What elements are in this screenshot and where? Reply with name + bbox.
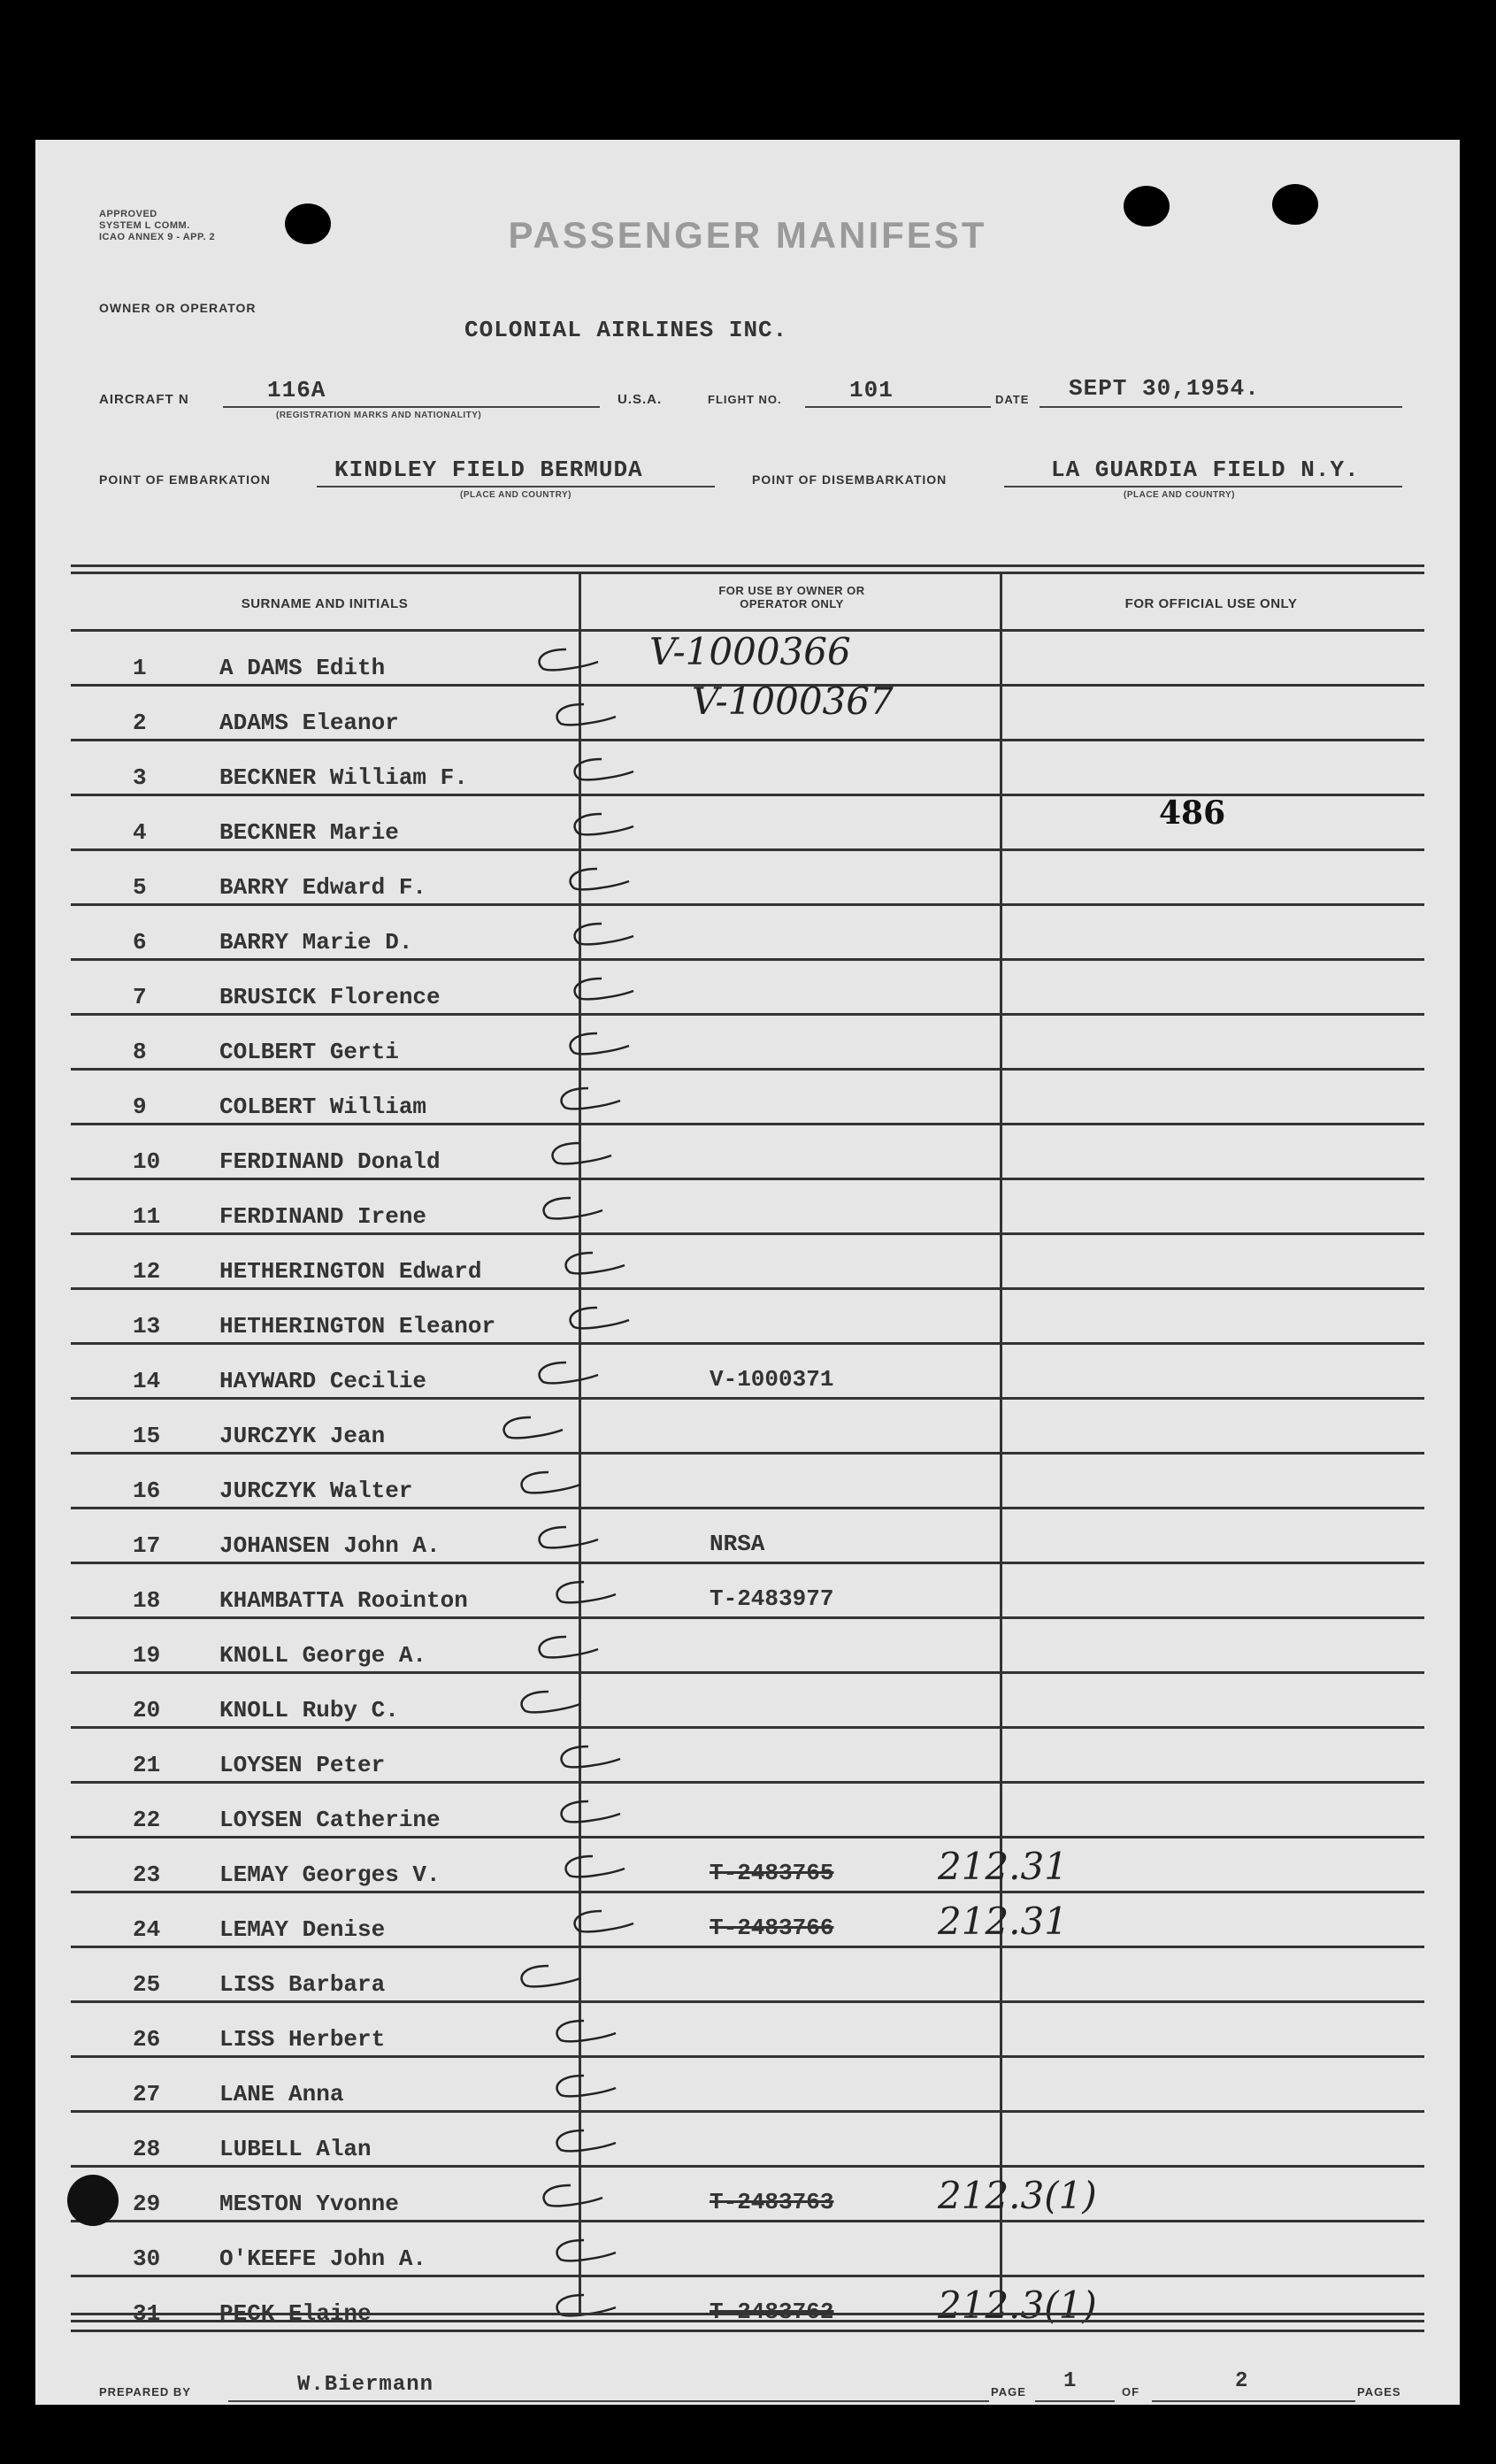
handwritten-ticket-1: V-1000366 <box>649 630 851 673</box>
column-header-official: FOR OFFICIAL USE ONLY <box>1124 596 1298 611</box>
passenger-name: JOHANSEN John A. <box>219 1532 441 1559</box>
passenger-name: JURCZYK Walter <box>219 1478 413 1504</box>
passenger-name: FERDINAND Irene <box>219 1203 427 1230</box>
checkmark-icon <box>544 1140 613 1168</box>
passenger-name: BECKNER Marie <box>219 819 399 846</box>
passenger-name: JURCZYK Jean <box>219 1423 386 1449</box>
table-row <box>71 1838 1424 1893</box>
passenger-name: KNOLL Ruby C. <box>219 1697 399 1723</box>
table-row <box>71 1729 1424 1784</box>
checkmark-icon <box>549 2072 618 2100</box>
passenger-name: O'KEEFE John A. <box>219 2245 427 2272</box>
table-row <box>71 1784 1424 1838</box>
table-row <box>71 1455 1424 1509</box>
row-number: 20 <box>133 1697 161 1723</box>
prepared-value: W.Biermann <box>297 2373 434 2397</box>
prepared-label: PREPARED BY <box>99 2385 191 2399</box>
row-number: 11 <box>133 1203 161 1230</box>
row-number: 8 <box>133 1039 147 1065</box>
row-number: 31 <box>133 2300 161 2327</box>
owner-reference: T-2483766 <box>710 1915 834 1941</box>
date-label: DATE <box>995 393 1030 406</box>
row-number: 28 <box>133 2136 161 2162</box>
passenger-name: COLBERT William <box>219 1094 427 1120</box>
table-row <box>71 1290 1424 1345</box>
table-row <box>71 1345 1424 1400</box>
checkmark-icon <box>549 2291 618 2320</box>
approval-line: SYSTEM L COMM. <box>99 220 190 231</box>
table-row <box>71 851 1424 906</box>
passenger-name: KHAMBATTA Roointon <box>219 1587 468 1614</box>
passenger-name: BARRY Marie D. <box>219 929 413 956</box>
aircraft-sublabel: (REGISTRATION MARKS AND NATIONALITY) <box>276 411 482 420</box>
passenger-name: HETHERINGTON Edward <box>219 1258 482 1285</box>
flight-value: 101 <box>849 377 894 403</box>
checkmark-icon <box>549 2127 618 2155</box>
checkmark-icon <box>513 1469 582 1497</box>
row-number: 7 <box>133 984 147 1010</box>
row-number: 29 <box>133 2191 161 2217</box>
owner-reference: T-2483765 <box>710 1860 834 1886</box>
disembarkation-label: POINT OF DISEMBARKATION <box>752 472 947 487</box>
checkmark-icon <box>549 1578 618 1607</box>
row-number: 4 <box>133 819 147 846</box>
owner-reference: NRSA <box>710 1531 765 1557</box>
checkmark-icon <box>553 1085 622 1113</box>
checkmark-icon <box>535 2182 604 2210</box>
passenger-name: LANE Anna <box>219 2081 344 2107</box>
row-number: 3 <box>133 764 147 791</box>
handwritten-ticket-2: V-1000367 <box>692 679 894 723</box>
checkmark-icon <box>531 1359 600 1387</box>
official-stamp-number: 486 <box>1159 794 1226 832</box>
checkmark-icon <box>562 865 631 894</box>
embarkation-label: POINT OF EMBARKATION <box>99 472 271 487</box>
aircraft-label: AIRCRAFT N <box>99 392 189 407</box>
checkmark-icon <box>566 975 635 1003</box>
table-row <box>71 2222 1424 2277</box>
checkmark-icon <box>557 1853 626 1881</box>
passenger-name: HAYWARD Cecilie <box>219 1368 427 1394</box>
approval-line: APPROVED <box>99 209 157 219</box>
checkmark-icon <box>566 810 635 839</box>
row-number: 25 <box>133 1971 161 1998</box>
handwritten-note: 212.3(1) <box>938 2284 1097 2327</box>
passenger-name: LEMAY Georges V. <box>219 1861 441 1888</box>
passenger-name: COLBERT Gerti <box>219 1039 399 1065</box>
table-row <box>71 2277 1424 2332</box>
table-row <box>71 1016 1424 1071</box>
row-number: 10 <box>133 1148 161 1175</box>
usa-label: U.S.A. <box>618 392 663 407</box>
table-row <box>71 906 1424 961</box>
checkmark-icon <box>495 1414 564 1442</box>
table-row <box>71 1564 1424 1619</box>
table-row <box>71 961 1424 1016</box>
row-number: 22 <box>133 1807 161 1833</box>
checkmark-icon <box>566 920 635 948</box>
owner-reference: T-2483977 <box>710 1585 834 1612</box>
checkmark-icon <box>566 1907 635 1936</box>
checkmark-icon <box>549 2017 618 2046</box>
checkmark-icon <box>531 1633 600 1662</box>
checkmark-icon <box>531 646 600 674</box>
table-row <box>71 1619 1424 1674</box>
disembarkation-value: LA GUARDIA FIELD N.Y. <box>1051 457 1360 483</box>
row-number: 2 <box>133 710 147 736</box>
row-number: 30 <box>133 2245 161 2272</box>
row-number: 12 <box>133 1258 161 1285</box>
passenger-name: LISS Herbert <box>219 2026 386 2053</box>
table-row <box>71 1235 1424 1290</box>
row-number: 21 <box>133 1752 161 1778</box>
table-row <box>71 1180 1424 1235</box>
row-number: 19 <box>133 1642 161 1669</box>
checkmark-icon <box>562 1304 631 1332</box>
row-number: 24 <box>133 1916 161 1943</box>
checkmark-icon <box>566 756 635 784</box>
page-label: PAGE <box>991 2385 1026 2399</box>
checkmark-icon <box>557 1249 626 1278</box>
owner-value: COLONIAL AIRLINES INC. <box>464 317 788 343</box>
passenger-name: BECKNER William F. <box>219 764 468 791</box>
table-row <box>71 1125 1424 1180</box>
of-label: OF <box>1122 2385 1140 2399</box>
row-number: 23 <box>133 1861 161 1888</box>
passenger-name: LEMAY Denise <box>219 1916 386 1943</box>
owner-reference: T-2483762 <box>710 2299 834 2325</box>
row-rule <box>71 2330 1424 2332</box>
row-number: 15 <box>133 1423 161 1449</box>
table-row <box>71 1948 1424 2003</box>
table-row <box>71 1071 1424 1125</box>
table-row <box>71 2058 1424 2113</box>
ink-blot <box>67 2175 119 2226</box>
passenger-name: FERDINAND Donald <box>219 1148 441 1175</box>
disembarkation-sublabel: (PLACE AND COUNTRY) <box>1124 490 1235 500</box>
checkmark-icon <box>513 1962 582 1991</box>
page-title: PASSENGER MANIFEST <box>508 214 987 256</box>
passenger-name: KNOLL George A. <box>219 1642 427 1669</box>
table-row <box>71 2113 1424 2168</box>
passenger-name: PECK Elaine <box>219 2300 372 2327</box>
checkmark-icon <box>553 1743 622 1771</box>
passenger-name: BARRY Edward F. <box>219 874 427 901</box>
checkmark-icon <box>513 1688 582 1716</box>
checkmark-icon <box>549 701 618 729</box>
row-number: 27 <box>133 2081 161 2107</box>
table-row <box>71 2003 1424 2058</box>
table-row <box>71 1674 1424 1729</box>
row-number: 9 <box>133 1094 147 1120</box>
passenger-name: BRUSICK Florence <box>219 984 441 1010</box>
row-number: 13 <box>133 1313 161 1339</box>
passenger-name: LOYSEN Catherine <box>219 1807 441 1833</box>
passenger-name: LISS Barbara <box>219 1971 386 1998</box>
checkmark-icon <box>531 1524 600 1552</box>
pages-label: PAGES <box>1357 2385 1401 2399</box>
handwritten-note: 212.3(1) <box>938 2174 1097 2217</box>
passenger-name: LUBELL Alan <box>219 2136 372 2162</box>
checkmark-icon <box>553 1798 622 1826</box>
passenger-name: ADAMS Eleanor <box>219 710 399 736</box>
column-header-surname: SURNAME AND INITIALS <box>241 596 409 611</box>
row-number: 5 <box>133 874 147 901</box>
owner-reference: T-2483763 <box>710 2189 834 2215</box>
row-number: 1 <box>133 655 147 681</box>
owner-label: OWNER OR OPERATOR <box>99 301 257 315</box>
passenger-name: MESTON Yvonne <box>219 2191 399 2217</box>
aircraft-value: 116A <box>267 377 326 403</box>
table-row <box>71 1509 1424 1564</box>
column-header-owner: FOR USE BY OWNER OR OPERATOR ONLY <box>718 584 865 610</box>
embarkation-sublabel: (PLACE AND COUNTRY) <box>460 490 572 500</box>
row-number: 16 <box>133 1478 161 1504</box>
table-row <box>71 741 1424 796</box>
owner-reference: V-1000371 <box>710 1366 834 1393</box>
manifest-paper <box>35 140 1460 2405</box>
row-number: 26 <box>133 2026 161 2053</box>
page-value: 1 <box>1063 2369 1078 2393</box>
handwritten-note: 212.31 <box>938 1845 1068 1888</box>
approval-line: ICAO ANNEX 9 - APP. 2 <box>99 232 216 242</box>
of-value: 2 <box>1235 2369 1249 2393</box>
checkmark-icon <box>549 2237 618 2265</box>
row-number: 18 <box>133 1587 161 1614</box>
flight-label: FLIGHT NO. <box>708 393 782 406</box>
row-number: 6 <box>133 929 147 956</box>
passenger-name: A DAMS Edith <box>219 655 386 681</box>
handwritten-note: 212.31 <box>938 1900 1068 1943</box>
date-value: SEPT 30,1954. <box>1069 375 1260 402</box>
embarkation-value: KINDLEY FIELD BERMUDA <box>334 457 643 483</box>
row-number: 17 <box>133 1532 161 1559</box>
checkmark-icon <box>562 1030 631 1058</box>
table-row <box>71 2168 1424 2222</box>
table-row <box>71 1400 1424 1455</box>
table-row <box>71 1893 1424 1948</box>
passenger-name: HETHERINGTON Eleanor <box>219 1313 496 1339</box>
row-number: 14 <box>133 1368 161 1394</box>
passenger-name: LOYSEN Peter <box>219 1752 386 1778</box>
checkmark-icon <box>535 1194 604 1223</box>
